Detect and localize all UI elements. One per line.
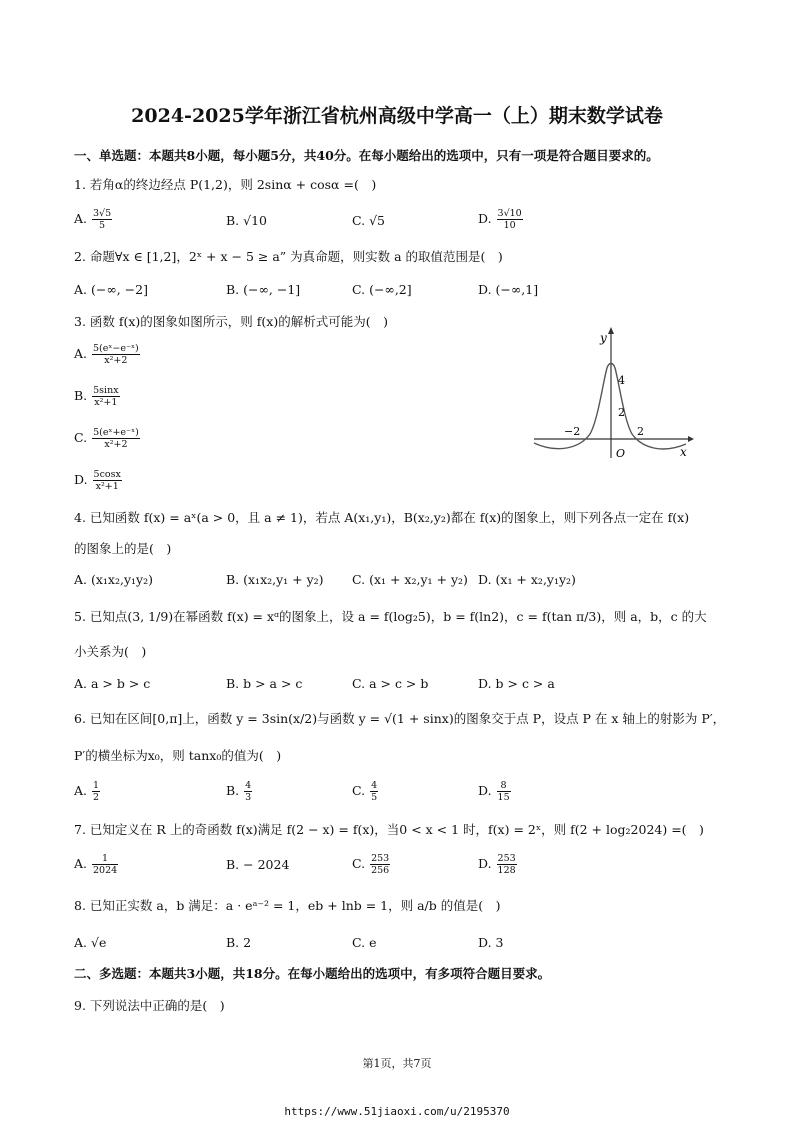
- question-1-choice-a[interactable]: A. $\frac{3√5}{5}$: [74, 208, 112, 231]
- question-3-choice-d[interactable]: D. $\frac{5\cos x}{\text{x²+1}}$: [74, 469, 121, 492]
- fraction: $\frac{5\cos x}{\text{x²+1}}$: [93, 469, 121, 492]
- fraction: $\frac{4}{5}$: [371, 780, 378, 803]
- question-5-choice-d[interactable]: D. b > c > a: [478, 676, 555, 691]
- section-heading-single-choice: 一、单选题：本题共8小题，每小题5分，共40分。在每小题给出的选项中，只有一项是符合题目要求的。: [74, 148, 659, 163]
- question-7-choice-b[interactable]: B. − 2024: [226, 857, 290, 872]
- question-4-choice-a[interactable]: A. (x₁x₂,y₁y₂): [74, 572, 153, 587]
- question-8-choice-c[interactable]: C. e: [352, 935, 377, 950]
- question-7-stem: 7. 已知定义在 R 上的奇函数 f(x)满足 f(2 − x) = f(x)，当0 < x < 1 时，f(x) = 2ˣ，则 f(2 + log₂2024) =( ): [74, 822, 704, 837]
- fraction: $\frac{253}{256}$: [371, 853, 390, 876]
- y-tick-4: 4: [618, 374, 625, 387]
- function-curve: [534, 364, 686, 449]
- x-tick-neg2: −2: [564, 425, 581, 438]
- x-axis-label: x: [680, 445, 687, 459]
- x-axis-arrow: [688, 436, 694, 442]
- fraction: $\frac{4}{3}$: [245, 780, 252, 803]
- fraction: $\frac{253}{128}$: [497, 853, 516, 876]
- y-axis-arrow: [608, 327, 614, 334]
- y-axis-label: y: [600, 331, 607, 345]
- question-5-choice-a[interactable]: A. a > b > c: [74, 676, 151, 691]
- question-8-choice-b[interactable]: B. 2: [226, 935, 252, 950]
- fraction: $\frac{\text{5(eˣ+e⁻ˣ)}}{\text{x²+2}}$: [93, 427, 139, 450]
- question-7-choice-d[interactable]: D. $\frac{253}{128}$: [478, 853, 516, 876]
- page-title: 2024-2025学年浙江省杭州高级中学高一（上）期末数学试卷: [131, 105, 663, 127]
- question-6-choice-c[interactable]: C. $\frac{4}{5}$: [352, 780, 378, 803]
- question-2-choice-b[interactable]: B. (−∞, −1]: [226, 282, 301, 297]
- question-7-choice-a[interactable]: A. $\frac{1}{2024}$: [74, 853, 118, 876]
- question-2-choice-a[interactable]: A. (−∞, −2]: [74, 282, 148, 297]
- page-number-footer: 第1页，共7页: [362, 1057, 432, 1070]
- source-url[interactable]: https://www.51jiaoxi.com/u/2195370: [284, 1105, 510, 1118]
- question-8-choice-d[interactable]: D. 3: [478, 935, 504, 950]
- question-5-choice-c[interactable]: C. a > c > b: [352, 676, 429, 691]
- section-heading-multiple-choice: 二、多选题：本题共3小题，共18分。在每小题给出的选项中，有多项符合题目要求。: [74, 966, 551, 981]
- fraction: $\frac{3√10}{10}$: [497, 208, 522, 231]
- question-1-stem: 1. 若角α的终边经点 P(1,2)，则 2sinα + cosα =( ): [74, 177, 377, 192]
- question-2-choice-c[interactable]: C. (−∞,2]: [352, 282, 412, 297]
- question-8-stem: 8. 已知正实数 a，b 满足：a · eᵃ⁻² = 1，eb + lnb = 1，则 a/b 的值是( ): [74, 898, 501, 913]
- question-5-stem-line-1: 5. 已知点(3, 1/9)在幂函数 f(x) = xᵅ的图象上，设 a = f(log₂5)，b = f(ln2)，c = f(tan π/3)，则 a，b，c 的大: [74, 609, 707, 624]
- question-6-stem-line-2: P′的横坐标为x₀，则 tanx₀的值为( ): [74, 748, 282, 763]
- x-tick-2: 2: [637, 425, 644, 438]
- question-6-choice-b[interactable]: B. $\frac{4}{3}$: [226, 780, 252, 803]
- question-1-choice-c[interactable]: C. √5: [352, 213, 385, 228]
- question-6-choice-a[interactable]: A. $\frac{1}{2}$: [74, 780, 100, 803]
- question-8-choice-a[interactable]: A. √e: [74, 935, 107, 950]
- question-3-choice-b[interactable]: B. $\frac{5\sin x}{\text{x²+1}}$: [74, 385, 119, 408]
- question-3-choice-c[interactable]: C. $\frac{\text{5(eˣ+e⁻ˣ)}}{\text{x²+2}}$: [74, 427, 139, 450]
- question-4-stem-line-2: 的图象上的是( ): [74, 541, 172, 556]
- question-7-choice-c[interactable]: C. $\frac{253}{256}$: [352, 853, 390, 876]
- fraction: $\frac{5\sin x}{\text{x²+1}}$: [93, 385, 119, 408]
- question-6-stem-line-1: 6. 已知在区间[0,π]上，函数 y = 3sin(x/2)与函数 y = √(1 + sinx)的图象交于点 P，设点 P 在 x 轴上的射影为 P′，: [74, 711, 726, 726]
- question-2-choice-d[interactable]: D. (−∞,1]: [478, 282, 539, 297]
- fraction: $\frac{1}{2}$: [92, 780, 100, 803]
- question-4-choice-c[interactable]: C. (x₁ + x₂,y₁ + y₂): [352, 572, 468, 587]
- question-6-choice-d[interactable]: D. $\frac{8}{15}$: [478, 780, 510, 803]
- question-4-choice-d[interactable]: D. (x₁ + x₂,y₁y₂): [478, 572, 576, 587]
- question-4-stem-line-1: 4. 已知函数 f(x) = aˣ(a > 0，且 a ≠ 1)，若点 A(x₁,y₁)，B(x₂,y₂)都在 f(x)的图象上，则下列各点一定在 f(x): [74, 510, 690, 525]
- question-5-choice-b[interactable]: B. b > a > c: [226, 676, 303, 691]
- question-1-choice-b[interactable]: B. √10: [226, 213, 268, 228]
- question-1-choice-d[interactable]: D. $\frac{3√10}{10}$: [478, 208, 522, 231]
- question-3-stem: 3. 函数 f(x)的图象如图所示，则 f(x)的解析式可能为( ): [74, 314, 388, 329]
- fraction: $\frac{\text{5(eˣ−e⁻ˣ)}}{\text{x²+2}}$: [92, 343, 139, 366]
- fraction: $\frac{3√5}{5}$: [92, 208, 112, 231]
- question-3-choice-a[interactable]: A. $\frac{\text{5(eˣ−e⁻ˣ)}}{\text{x²+2}}$: [74, 343, 139, 366]
- question-5-stem-line-2: 小关系为( ): [74, 644, 147, 659]
- question-2-stem: 2. 命题∀x ∈ [1,2]，2ˣ + x − 5 ≥ a” 为真命题，则实数 a 的取值范围是( ): [74, 249, 503, 264]
- fraction: $\frac{8}{15}$: [497, 780, 510, 803]
- y-tick-2: 2: [618, 406, 625, 419]
- fraction: $\frac{1}{2024}$: [92, 853, 118, 876]
- question-9-stem: 9. 下列说法中正确的是( ): [74, 998, 225, 1013]
- origin-label: O: [616, 447, 626, 460]
- question-3-function-graph: [530, 322, 700, 462]
- question-4-choice-b[interactable]: B. (x₁x₂,y₁ + y₂): [226, 572, 324, 587]
